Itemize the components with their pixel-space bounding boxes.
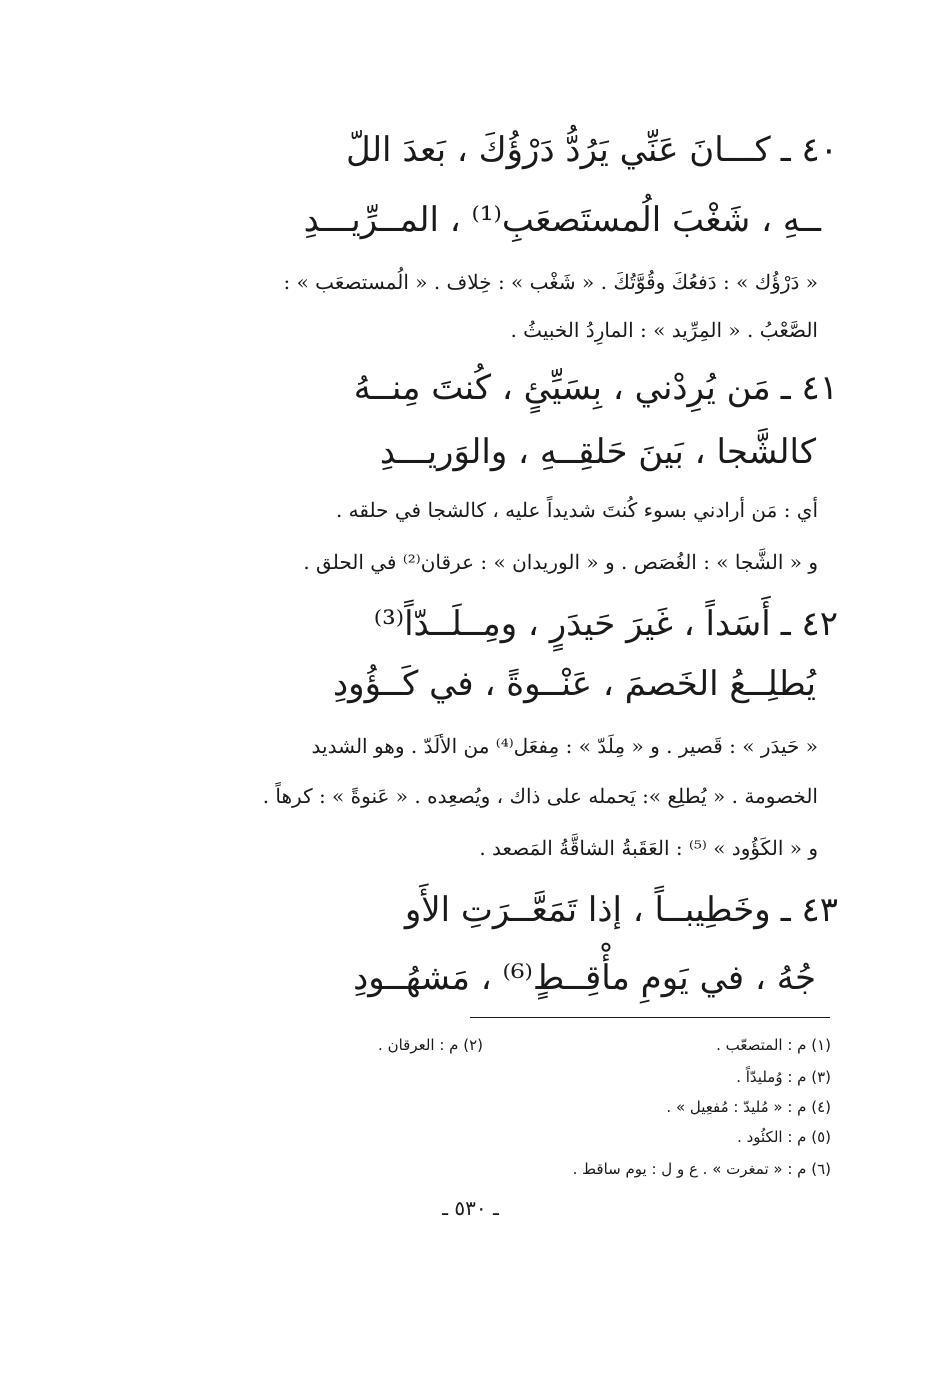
verse-43-line-1 [405, 890, 838, 930]
commentary-42-c: و « الكَؤُود » ⁽⁵⁾ : العَقَبةُ الشاقَّةُ المَصعد . [479, 836, 818, 860]
commentary-41-b: و « الشَّجا » : الغُصَص . و « الوريدان » : عرقان⁽²⁾ في الحلق . [303, 550, 818, 574]
footnote-2: (٢) م : العرقان . [378, 1036, 483, 1054]
footnote-4: (٤) م : « مُليدّ : مُفعِيل » . [666, 1098, 831, 1116]
verse-number: ٤٣ ـ [780, 890, 838, 930]
commentary-41-a: أي : مَن أرادني بسوء كُنتَ شديداً عليه ، كالشجا في حلقه . [335, 498, 818, 522]
verse-41-line-1 [354, 368, 838, 408]
footnote-3: (٣) م : وُمليدّاً . [736, 1068, 831, 1086]
commentary-42-b: الخصومة . « يُطلِع »: يَحمله على ذاك ، ويُصعِده . « عَنوةً » : كرهاً . [262, 784, 818, 808]
verse-41-line-2: كالشَّجا ، بَينَ حَلقِــهِ ، والوَريـــدِ [379, 432, 816, 472]
verse-number: ٤٢ ـ [780, 604, 838, 644]
footnote-5: (٥) م : الكئُود . [737, 1128, 831, 1146]
verse-text: كـــانَ عَنِّي يَرُدُّ دَرْؤُكَ ، بَعدَ اللّ [345, 130, 771, 170]
verse-text: وخَطِيبــاً ، إذا تَمَعَّــرَتِ الأَو [404, 890, 771, 930]
footnote-1: (١) م : المتصعّب . [716, 1036, 831, 1054]
verse-40-line-2: ــهِ ، شَغْبَ الُمستَصعَبِ⁽¹⁾ ، المــرِّيـــدِ [303, 200, 821, 240]
footnote-divider [470, 1017, 830, 1018]
verse-42-line-2: يُطلِــعُ الخَصمَ ، عَنْــوةً ، في كَــؤُودِ [333, 664, 816, 704]
commentary-42-a: « حَيدَر » : قَصير . و « مِلَدّ » : مِفعَل⁽⁴⁾ من الألَدّ . وهو الشديد [311, 734, 818, 758]
verse-43-line-2: جُهُ ، في يَومِ مأْقِــطٍ⁽⁶⁾ ، مَشهُــودِ [353, 958, 816, 998]
verse-text: أَسَداً ، غَيرَ حَيدَرٍ ، ومِــلَــدّاً⁽³⁾ [373, 604, 771, 644]
verse-number: ٤١ ـ [780, 368, 838, 408]
verse-42-line-1 [374, 604, 838, 644]
commentary-40-a: « دَرْؤُك » : دَفعُكَ وقُوَّتُكَ . « شَغْب » : خِلاف . « الُمستصعَب » : [283, 270, 818, 294]
verse-number: ٤٠ ـ [780, 130, 838, 170]
verse-text: مَن يُرِدْني ، بِسَيِّئٍ ، كُنتَ مِنــهُ [353, 368, 771, 408]
page-number: ـ ٥٣٠ ـ [442, 1196, 499, 1220]
commentary-40-b: الصَّعْبُ . « المِرِّيد » : المارِدُ الخبيثُ . [510, 318, 818, 342]
footnote-6: (٦) م : « تمغرت » . ع و ل : يوم ساقط . [572, 1160, 831, 1178]
verse-40-line-1 [346, 130, 838, 170]
